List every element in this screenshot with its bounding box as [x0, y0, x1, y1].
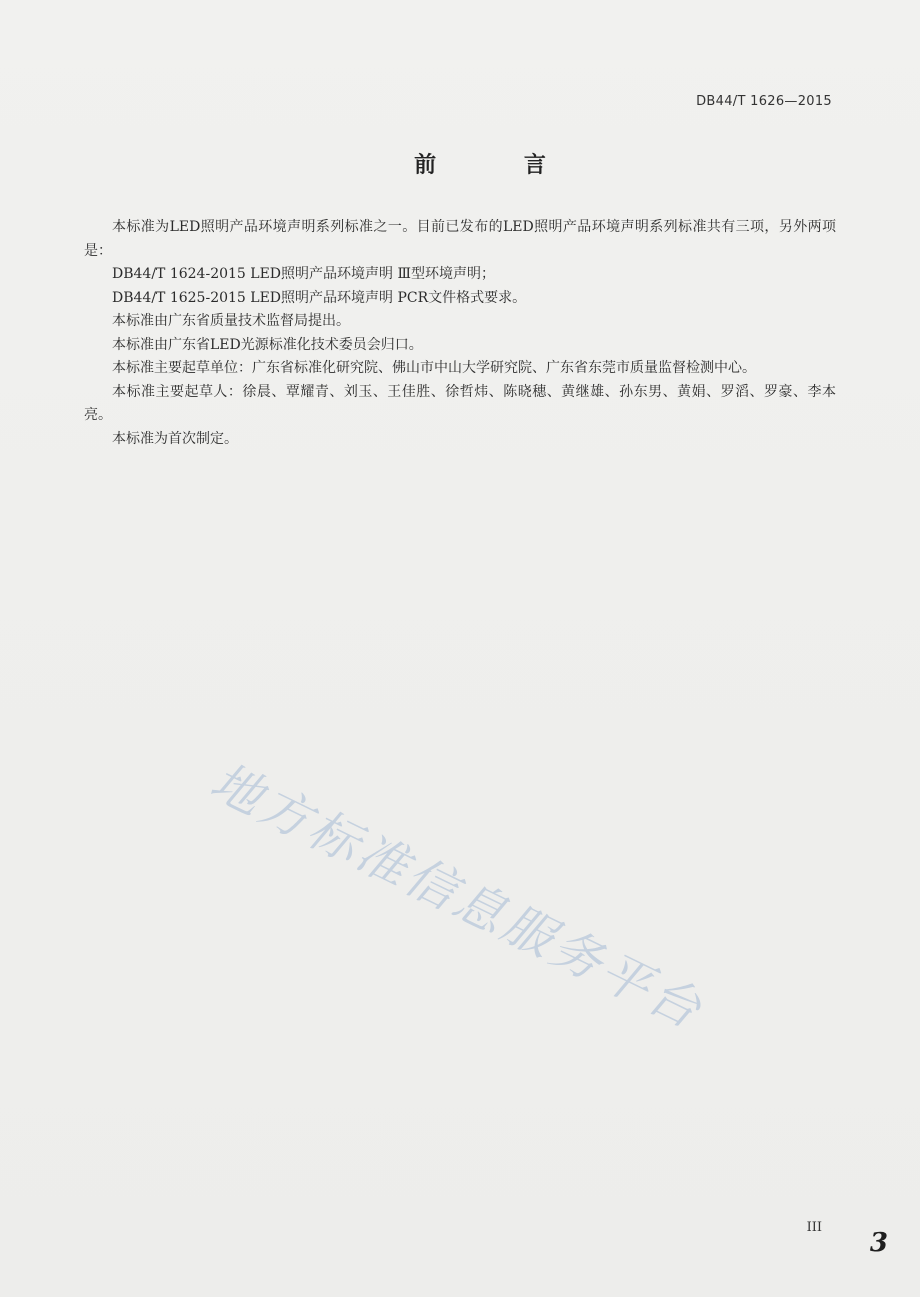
paragraph: 本标准主要起草单位：广东省标准化研究院、佛山市中山大学研究院、广东省东莞市质量监督检测中心。 [112, 360, 756, 376]
page-title: 前 言 [414, 153, 586, 178]
page-number: 3 [869, 1228, 888, 1258]
paragraph: DB44/T 1625-2015 LED照明产品环境声明 PCR文件格式要求。 [112, 289, 527, 306]
foreword-body [84, 216, 836, 451]
watermark: 地方标准信息服务平台 [201, 751, 713, 1041]
paragraph: 本标准为LED照明产品环境声明系列标准之一。目前已发布的LED照明产品环境声明系列标准共有三项，另外两项是： [84, 219, 836, 259]
paragraph: DB44/T 1624-2015 LED照明产品环境声明 Ⅲ型环境声明； [112, 266, 495, 282]
paragraph: 本标准主要起草人：徐晨、覃耀青、刘玉、王佳胜、徐哲炜、陈晓穗、黄继雄、孙东男、黄娟、罗滔、罗豪、李本亮。 [84, 383, 836, 423]
paragraph: 本标准由广东省LED光源标准化技术委员会归口。 [112, 336, 423, 353]
roman-page-number: III [806, 1220, 822, 1235]
paragraph: 本标准为首次制定。 [112, 430, 238, 447]
document-code: DB44/T 1626—2015 [696, 94, 832, 109]
paragraph: 本标准由广东省质量技术监督局提出。 [112, 313, 350, 329]
